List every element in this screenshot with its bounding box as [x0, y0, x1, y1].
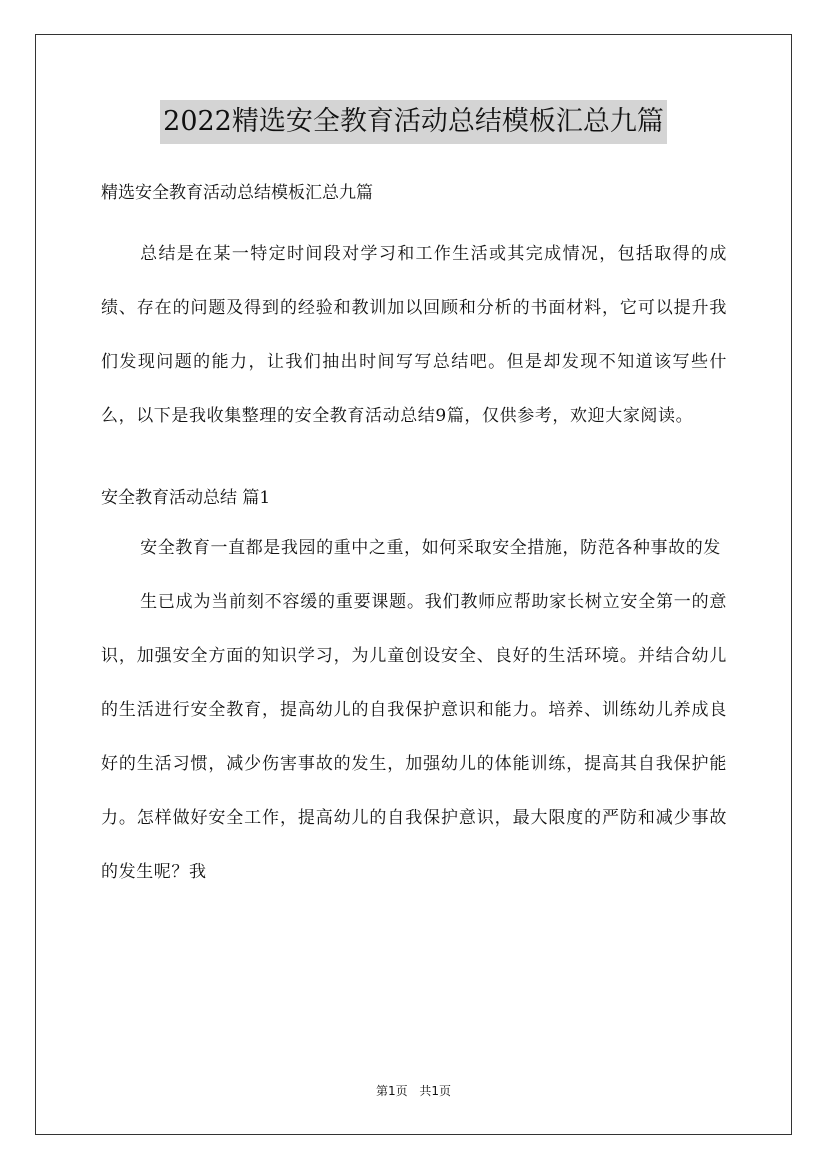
- document-body: [101, 175, 727, 899]
- intro-paragraph: 总结是在某一特定时间段对学习和工作生活或其完成情况，包括取得的成绩、存在的问题及得到的经验和教训加以回顾和分析的书面材料，它可以提升我们发现问题的能力，让我们抽出时间写写总结吧。但是却发现不知道该写些什么，以下是我收集整理的安全教育活动总结9篇，仅供参考，欢迎大家阅读。: [101, 244, 727, 426]
- document-title: 2022精选安全教育活动总结模板汇总九篇: [160, 100, 667, 144]
- total-pages: 共1页: [419, 1084, 452, 1098]
- document-title-block: [0, 100, 827, 144]
- section-paragraph-1: 安全教育一直都是我园的重中之重，如何采取安全措施，防范各种事故的发: [140, 538, 721, 558]
- page-footer: [0, 1082, 827, 1099]
- section-heading: 安全教育活动总结 篇1: [101, 488, 271, 508]
- page-number: 第1页: [375, 1084, 408, 1098]
- spacer: [101, 443, 727, 481]
- section-paragraph-2: 生已成为当前刻不容缓的重要课题。我们教师应帮助家长树立安全第一的意识，加强安全方面的知识学习，为儿童创设安全、良好的生活环境。并结合幼儿的生活进行安全教育，提高幼儿的自我保护意识和能力。培养、训练幼儿养成良好的生活习惯，减少伤害事故的发生，加强幼儿的体能训练，提高其自我保护能力。怎样做好安全工作，提高幼儿的自我保护意识，最大限度的严防和减少事故的发生呢？我: [101, 592, 727, 882]
- document-subtitle: 精选安全教育活动总结模板汇总九篇: [101, 183, 373, 203]
